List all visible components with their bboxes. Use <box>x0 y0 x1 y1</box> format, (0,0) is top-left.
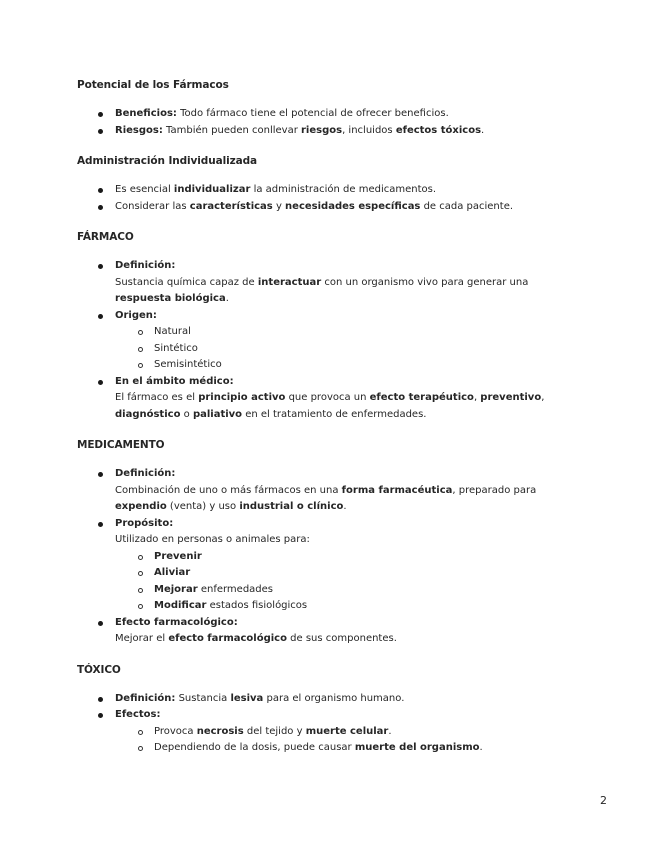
bullet-list <box>77 258 585 423</box>
text-run: Sintético <box>154 342 198 354</box>
item-label: En el ámbito médico: <box>115 375 234 387</box>
list-item <box>115 123 585 140</box>
text-run: Todo fármaco tiene el potencial de ofrecer beneficios. <box>176 108 449 119</box>
text-run: diagnóstico <box>115 408 181 420</box>
sub-list-item <box>154 357 585 374</box>
text-run: estados fisiológicos <box>206 600 308 611</box>
text-run: Mejorar el <box>115 633 169 644</box>
text-run: (venta) y uso <box>166 501 240 512</box>
text-run: También pueden conllevar <box>162 124 301 136</box>
list-item <box>115 466 585 516</box>
sub-list-item <box>154 724 585 741</box>
section-heading: Potencial de los Fármacos <box>77 79 229 91</box>
text-run: . <box>481 124 485 136</box>
text-run: individualizar <box>173 184 251 195</box>
text-run: preventivo <box>480 392 542 403</box>
item-description <box>115 390 585 423</box>
bullet-list <box>77 182 585 215</box>
section <box>77 230 585 423</box>
document-content <box>77 78 585 757</box>
sub-list <box>115 724 585 757</box>
text-run: efectos tóxicos <box>395 124 482 136</box>
text-run: El fármaco es el <box>115 392 199 403</box>
text-run: en el tratamiento de enfermedades. <box>242 408 427 420</box>
item-description <box>115 275 585 308</box>
text-run: necrosis <box>196 725 244 737</box>
list-item <box>115 199 585 216</box>
list-item <box>115 258 585 308</box>
text-run: . <box>225 293 229 304</box>
text-run: de cada paciente. <box>420 200 514 212</box>
text-run: , <box>541 392 545 403</box>
text-run: para el organismo humano. <box>263 692 405 704</box>
section-heading: Administración Individualizada <box>77 155 257 167</box>
text-run: riesgos <box>301 124 343 136</box>
text-run: enfermedades <box>197 583 274 595</box>
sub-list-item <box>154 341 585 358</box>
sub-list <box>115 324 585 374</box>
item-label: Definición: <box>115 260 176 271</box>
text-run: características <box>189 200 273 212</box>
bullet-list <box>77 691 585 757</box>
item-label: Propósito: <box>115 517 174 529</box>
bullet-list <box>77 106 585 139</box>
section <box>77 78 585 139</box>
text-run: Prevenir <box>154 550 202 562</box>
item-label: Definición: <box>115 692 176 704</box>
text-run: respuesta biológica <box>115 293 226 304</box>
sub-list-item <box>154 549 585 566</box>
list-item <box>115 374 585 424</box>
text-run: expendio <box>115 501 167 512</box>
section-heading: MEDICAMENTO <box>77 439 165 451</box>
text-run: Dependiendo de la dosis, puede causar <box>154 742 355 753</box>
sub-list <box>115 549 585 615</box>
sub-list-item <box>154 565 585 582</box>
text-run: Semisintético <box>154 359 222 370</box>
item-label: Efecto farmacológico: <box>115 616 238 628</box>
text-run: Aliviar <box>154 567 191 578</box>
item-label: Riesgos: <box>115 124 163 136</box>
text-run: la administración de medicamentos. <box>250 184 437 195</box>
text-run: y <box>272 200 286 212</box>
text-run: . <box>479 742 483 753</box>
list-item <box>115 308 585 374</box>
text-run: muerte celular <box>305 725 389 737</box>
text-run: Sustancia <box>175 692 231 704</box>
section-heading: FÁRMACO <box>77 231 134 243</box>
text-run: Provoca <box>154 725 197 737</box>
text-run: con un organismo vivo para generar una <box>321 276 529 288</box>
list-item <box>115 516 585 615</box>
text-run: forma farmacéutica <box>341 484 453 496</box>
item-label: Efectos: <box>115 709 161 720</box>
list-item <box>115 106 585 123</box>
text-run: Modificar <box>154 600 207 611</box>
text-run: Natural <box>154 326 191 337</box>
text-run: lesiva <box>230 692 264 704</box>
text-run: efecto terapéutico <box>369 392 474 403</box>
text-run: de sus componentes. <box>286 633 397 644</box>
text-run: principio activo <box>198 392 286 403</box>
text-run: Utilizado en personas o animales para: <box>115 534 310 545</box>
section <box>77 154 585 215</box>
sub-list-item <box>154 598 585 615</box>
sub-list-item <box>154 324 585 341</box>
sub-list-item <box>154 740 585 757</box>
item-label: Origen: <box>115 309 157 321</box>
item-label: Beneficios: <box>115 108 177 119</box>
list-item <box>115 615 585 648</box>
text-run: , incluidos <box>342 124 396 136</box>
text-run: interactuar <box>257 276 322 288</box>
text-run: del tejido y <box>243 725 306 737</box>
text-run: muerte del organismo <box>354 742 480 753</box>
text-run: paliativo <box>192 408 243 420</box>
section-heading: TÓXICO <box>77 663 121 676</box>
sub-list-item <box>154 582 585 599</box>
item-description <box>115 631 585 648</box>
text-run: , <box>473 392 481 403</box>
section <box>77 438 585 648</box>
text-run: necesidades específicas <box>285 200 421 212</box>
bullet-list <box>77 466 585 648</box>
text-run: o <box>180 408 193 420</box>
text-run: efecto farmacológico <box>168 633 287 644</box>
list-item <box>115 182 585 199</box>
text-run: . <box>343 501 347 512</box>
text-run: Es esencial <box>115 184 174 195</box>
text-run: Considerar las <box>115 200 190 212</box>
section <box>77 663 585 757</box>
item-description <box>115 532 585 549</box>
text-run: Mejorar <box>154 583 198 595</box>
list-item <box>115 691 585 708</box>
list-item <box>115 707 585 757</box>
text-run: industrial o clínico <box>239 501 344 512</box>
text-run: que provoca un <box>285 392 370 403</box>
text-run: Sustancia química capaz de <box>115 276 258 288</box>
text-run: . <box>388 725 392 737</box>
item-description <box>115 483 585 516</box>
text-run: , preparado para <box>452 484 537 496</box>
page-number: 2 <box>600 794 607 807</box>
item-label: Definición: <box>115 468 176 479</box>
text-run: Combinación de uno o más fármacos en una <box>115 484 342 496</box>
